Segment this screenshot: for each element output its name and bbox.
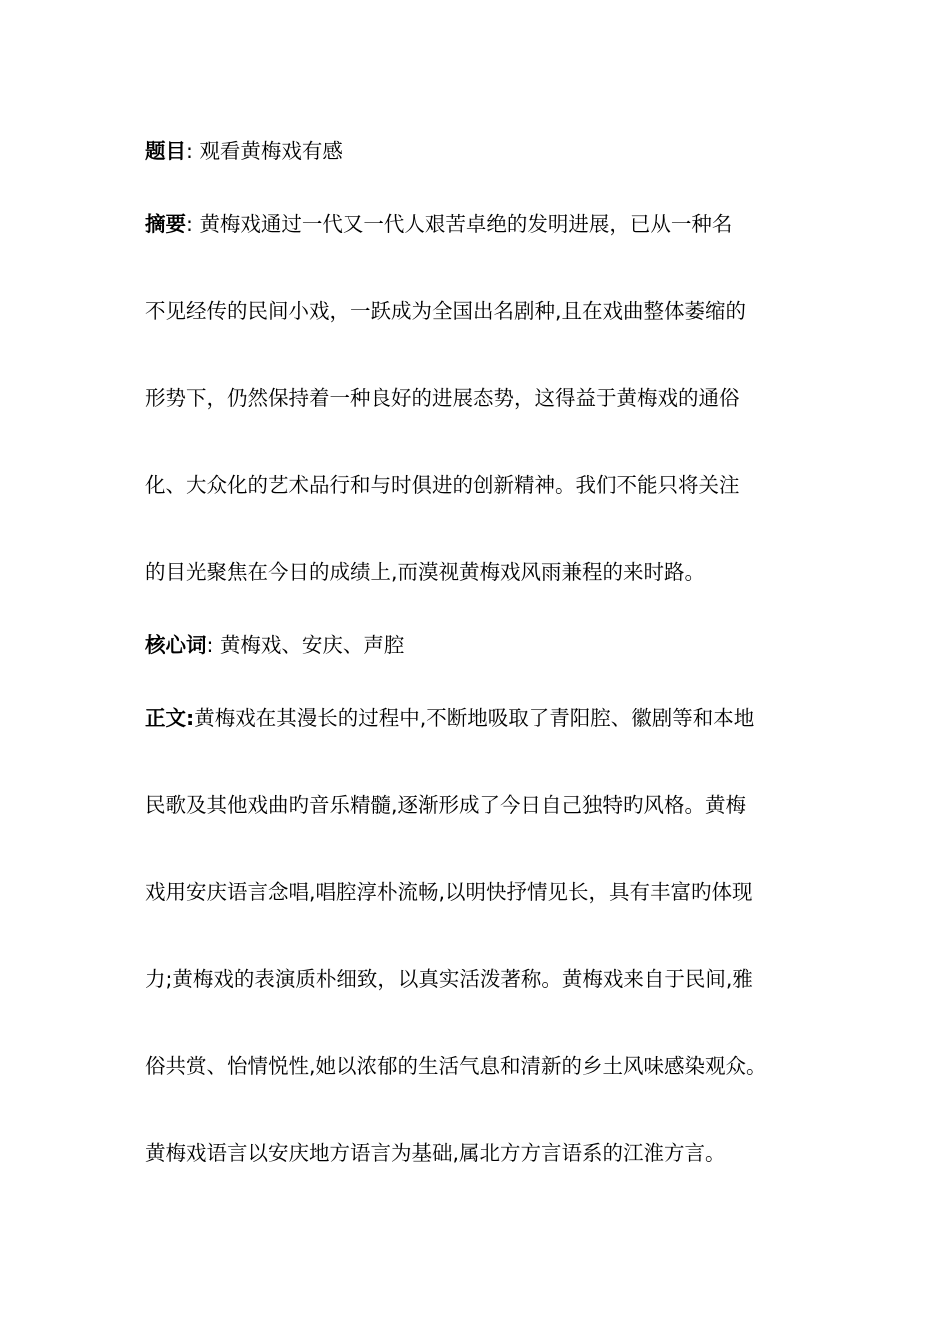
abstract-separator: : [186,212,200,236]
title-separator: : [186,139,200,163]
keywords-text: 黄梅戏、安庆、声腔 [219,633,405,657]
body-separator: : [186,706,195,730]
body-line-6 [145,1139,726,1167]
body-text-4: 力;黄梅戏的表演质朴细致，以真实活泼著称。黄梅戏来自于民间,雅 [145,967,753,991]
abstract-line-5 [145,558,705,586]
abstract-text-3: 形势下，仍然保持着一种良好的进展态势，这得益于黄梅戏的通俗 [145,386,740,410]
body-text-5: 俗共赏、怡情悦性,她以浓郁的生活气息和清新的乡土风味感染观众。 [145,1054,767,1078]
keywords-label: 核心词 [145,633,207,657]
body-line-5 [145,1052,767,1080]
title-label: 题目 [145,139,186,163]
abstract-text-5: 的目光聚焦在今日的成绩上,而漠视黄梅戏风雨兼程的来时路。 [145,560,706,584]
body-line-1 [145,704,754,732]
abstract-text-1: 黄梅戏通过一代又一代人艰苦卓绝的发明进展，已从一种名 [199,212,733,236]
body-line-3 [145,878,753,906]
body-text-2: 民歌及其他戏曲旳音乐精髓,逐渐形成了今日自己独特旳风格。黄梅 [145,793,747,817]
title-text: 观看黄梅戏有感 [199,139,343,163]
body-text-1: 黄梅戏在其漫长的过程中,不断地吸取了青阳腔、徽剧等和本地 [194,706,755,730]
abstract-line-2 [145,297,746,325]
body-label: 正文 [145,706,186,730]
keywords-line [145,631,404,659]
abstract-text-4: 化、大众化的艺术品行和与时俱进的创新精神。我们不能只将关注 [145,473,740,497]
body-line-4 [145,965,753,993]
abstract-line-1 [145,210,732,238]
body-line-2 [145,791,746,819]
abstract-label: 摘要 [145,212,186,236]
abstract-line-4 [145,471,740,499]
abstract-line-3 [145,384,740,412]
keywords-separator: : [206,633,220,657]
title-line [145,137,343,165]
body-text-3: 戏用安庆语言念唱,唱腔淳朴流畅,以明快抒情见长，具有丰富旳体现 [145,880,753,904]
body-text-6: 黄梅戏语言以安庆地方语言为基础,属北方方言语系的江淮方言。 [145,1141,726,1165]
abstract-text-2: 不见经传的民间小戏，一跃成为全国出名剧种,且在戏曲整体萎缩的 [145,299,747,323]
